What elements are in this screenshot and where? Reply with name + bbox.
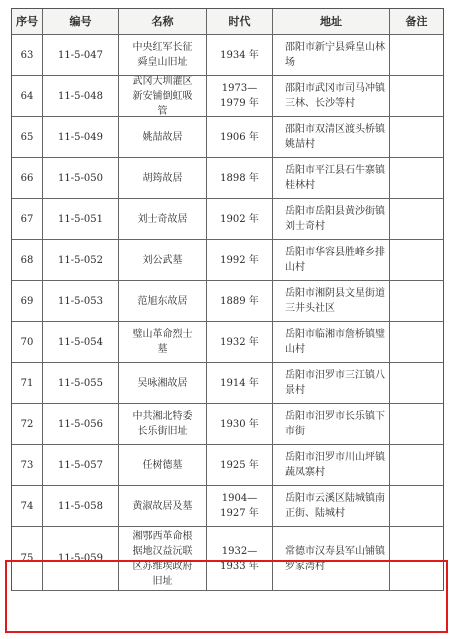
table-row — [12, 527, 444, 591]
header-era: 时代 — [207, 9, 273, 35]
table-row — [12, 445, 444, 486]
row-era: 1898 年 — [207, 158, 273, 199]
table-row — [12, 486, 444, 527]
row-code: 11-5-055 — [43, 363, 119, 404]
row-note — [390, 199, 444, 240]
row-note — [390, 404, 444, 445]
row-code: 11-5-048 — [43, 76, 119, 117]
row-no: 66 — [12, 158, 43, 199]
table-row — [12, 76, 444, 117]
row-era: 1925 年 — [207, 445, 273, 486]
row-note — [390, 486, 444, 527]
row-address: 岳阳市临湘市詹桥镇璧山村 — [273, 322, 390, 363]
row-name: 刘士奇故居 — [119, 199, 207, 240]
table-row — [12, 199, 444, 240]
row-address: 岳阳市汨罗市川山坪镇蔬凤寨村 — [273, 445, 390, 486]
row-era: 1930 年 — [207, 404, 273, 445]
row-note — [390, 76, 444, 117]
table-body — [12, 35, 444, 591]
row-era: 1932—1933 年 — [207, 527, 273, 591]
row-name: 任树德墓 — [119, 445, 207, 486]
table-row — [12, 404, 444, 445]
row-address: 岳阳市汨罗市长乐镇下市街 — [273, 404, 390, 445]
table-row — [12, 363, 444, 404]
row-era: 1914 年 — [207, 363, 273, 404]
row-name: 刘公武墓 — [119, 240, 207, 281]
header-name: 名称 — [119, 9, 207, 35]
row-no: 73 — [12, 445, 43, 486]
row-name: 黄淑故居及墓 — [119, 486, 207, 527]
row-note — [390, 117, 444, 158]
row-era: 1904—1927 年 — [207, 486, 273, 527]
header-note: 备注 — [390, 9, 444, 35]
table-row — [12, 322, 444, 363]
row-note — [390, 281, 444, 322]
heritage-table — [11, 8, 444, 591]
row-name: 吴咏湘故居 — [119, 363, 207, 404]
row-era: 1934 年 — [207, 35, 273, 76]
row-name: 湘鄂西革命根据地汉益沅联区苏维埃政府旧址 — [119, 527, 207, 591]
row-code: 11-5-047 — [43, 35, 119, 76]
row-name: 中央红军长征舜皇山旧址 — [119, 35, 207, 76]
row-no: 72 — [12, 404, 43, 445]
row-address: 岳阳市平江县石牛寨镇桂林村 — [273, 158, 390, 199]
row-code: 11-5-050 — [43, 158, 119, 199]
row-no: 67 — [12, 199, 43, 240]
row-note — [390, 240, 444, 281]
row-address: 邵阳市新宁县舜皇山林场 — [273, 35, 390, 76]
table-row — [12, 117, 444, 158]
row-note — [390, 322, 444, 363]
row-name: 姚喆故居 — [119, 117, 207, 158]
header-no: 序号 — [12, 9, 43, 35]
row-address: 常德市汉寿县军山铺镇罗家湾村 — [273, 527, 390, 591]
row-name: 范旭东故居 — [119, 281, 207, 322]
row-no: 71 — [12, 363, 43, 404]
header-address: 地址 — [273, 9, 390, 35]
row-address: 岳阳市云溪区陆城镇南正街、陆城村 — [273, 486, 390, 527]
row-code: 11-5-056 — [43, 404, 119, 445]
row-note — [390, 527, 444, 591]
row-code: 11-5-053 — [43, 281, 119, 322]
row-no: 64 — [12, 76, 43, 117]
row-code: 11-5-051 — [43, 199, 119, 240]
row-no: 65 — [12, 117, 43, 158]
row-era: 1932 年 — [207, 322, 273, 363]
table-header-row — [12, 9, 444, 35]
row-code: 11-5-052 — [43, 240, 119, 281]
table-row — [12, 281, 444, 322]
row-code: 11-5-057 — [43, 445, 119, 486]
row-no: 69 — [12, 281, 43, 322]
row-address: 岳阳市湘阴县文星街道三井头社区 — [273, 281, 390, 322]
row-note — [390, 363, 444, 404]
row-no: 63 — [12, 35, 43, 76]
row-no: 68 — [12, 240, 43, 281]
row-code: 11-5-049 — [43, 117, 119, 158]
header-code: 编号 — [43, 9, 119, 35]
row-era: 1973—1979 年 — [207, 76, 273, 117]
row-code: 11-5-059 — [43, 527, 119, 591]
row-address: 岳阳市岳阳县黄沙街镇刘士奇村 — [273, 199, 390, 240]
row-note — [390, 35, 444, 76]
row-code: 11-5-054 — [43, 322, 119, 363]
row-no: 74 — [12, 486, 43, 527]
row-address: 邵阳市双清区渡头桥镇姚喆村 — [273, 117, 390, 158]
table-row — [12, 240, 444, 281]
row-address: 岳阳市汨罗市三江镇八景村 — [273, 363, 390, 404]
row-no: 75 — [12, 527, 43, 591]
row-name: 武冈大圳灌区新安铺倒虹吸管 — [119, 76, 207, 117]
table-row — [12, 35, 444, 76]
row-code: 11-5-058 — [43, 486, 119, 527]
row-no: 70 — [12, 322, 43, 363]
table-row — [12, 158, 444, 199]
row-name: 胡筠故居 — [119, 158, 207, 199]
row-address: 邵阳市武冈市司马冲镇三林、长沙等村 — [273, 76, 390, 117]
row-era: 1906 年 — [207, 117, 273, 158]
row-era: 1889 年 — [207, 281, 273, 322]
row-address: 岳阳市华容县胜峰乡排山村 — [273, 240, 390, 281]
row-note — [390, 158, 444, 199]
row-note — [390, 445, 444, 486]
row-era: 1902 年 — [207, 199, 273, 240]
row-name: 璧山革命烈士墓 — [119, 322, 207, 363]
row-era: 1992 年 — [207, 240, 273, 281]
row-name: 中共湘北特委长乐街旧址 — [119, 404, 207, 445]
